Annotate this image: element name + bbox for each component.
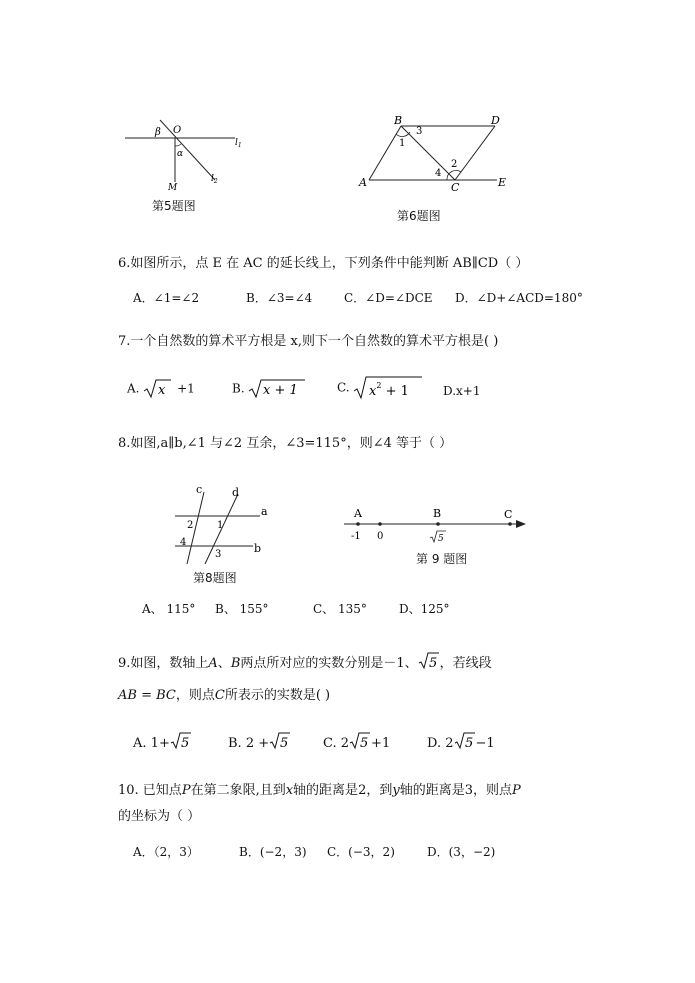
label-l2: $l_2$ — [211, 174, 218, 185]
sqrt-symbol — [353, 375, 423, 401]
label-2: 2 — [451, 159, 458, 170]
label-beta: β — [155, 127, 161, 138]
svg-text:5: 5 — [360, 736, 369, 751]
q9-option-a: A. 1+ 5 — [133, 731, 192, 751]
line-l2 — [160, 120, 215, 180]
label-3: 3 — [215, 549, 222, 560]
svg-text:5: 5 — [464, 736, 473, 751]
sqrt-symbol — [143, 378, 173, 400]
question-8: 8.如图,a∥b,∠1 与∠2 互余，∠3=115°，则∠4 等于（ ） — [118, 436, 453, 451]
label-o: O — [173, 125, 182, 136]
svg-text:x + 1: x + 1 — [263, 383, 299, 398]
label-4: 4 — [180, 537, 187, 548]
label-b: B — [394, 114, 403, 127]
q10-option-d: D．(3，−2) — [427, 845, 496, 859]
q6-option-a: A．∠1=∠2 — [133, 291, 200, 305]
angle-alpha-arc — [175, 144, 181, 146]
sqrt-symbol — [248, 378, 306, 400]
point-zero — [378, 522, 382, 526]
figure-8 — [165, 484, 275, 566]
q8-option-b: B、 155° — [215, 602, 269, 616]
q7-option-b: B. x + 1 — [232, 378, 306, 400]
figure-5-caption: 第5题图 — [152, 199, 196, 213]
point-a — [356, 522, 360, 526]
q7-option-a: A. x +1 — [127, 378, 195, 400]
label-a: a — [261, 505, 268, 518]
label-sqrt5: 5 — [438, 534, 444, 544]
figure-5 — [115, 118, 255, 196]
label-b: b — [254, 542, 262, 555]
label-1: 1 — [399, 138, 406, 149]
label-neg1: -1 — [351, 531, 361, 542]
sqrt-symbol — [454, 731, 476, 751]
svg-text:x2 + 1: $x^2 + 1$ — [369, 381, 410, 399]
question-6: 6.如图所示，点 E 在 AC 的延长线上，下列条件中能判断 AB∥CD（ ） — [118, 256, 529, 271]
label-zero: 0 — [377, 531, 384, 542]
q10-option-a: A．（2，3） — [133, 845, 199, 859]
label-d: D — [491, 114, 500, 127]
label-c: c — [196, 484, 203, 496]
label-c: C — [504, 508, 513, 521]
q8-option-a: A、 115° — [142, 602, 196, 616]
q8-option-c: C、 135° — [313, 602, 367, 616]
label-3: 3 — [416, 126, 423, 137]
q9-option-c: C. 2 5 +1 — [323, 731, 390, 751]
label-a: A — [354, 507, 362, 520]
label-1: 1 — [217, 520, 224, 531]
q6-option-d: D．∠D+∠ACD=180° — [455, 291, 583, 305]
q8-option-d: D、125° — [399, 602, 450, 616]
figure-9 — [340, 503, 530, 551]
svg-text:x: x — [158, 383, 166, 398]
svg-text:5: 5 — [428, 656, 437, 671]
label-c: C — [451, 181, 460, 194]
label-l1: $l_1$ — [235, 138, 242, 149]
figure-6 — [355, 112, 515, 194]
point-c — [508, 522, 512, 526]
label-d: d — [232, 486, 240, 499]
sqrt-symbol — [418, 651, 440, 671]
q7-option-c: C. $x^2 + 1$ — [337, 375, 423, 401]
point-b — [436, 522, 440, 526]
label-e: E — [498, 176, 507, 189]
q6-option-b: B．∠3=∠4 — [246, 291, 313, 305]
q7-option-d: D.x+1 — [443, 384, 481, 398]
segment-bc — [401, 126, 458, 180]
question-10-line-2: 的坐标为（ ） — [118, 809, 201, 824]
label-a: A — [359, 176, 367, 189]
label-2: 2 — [187, 520, 194, 531]
figure-8-caption: 第8题图 — [193, 571, 237, 585]
question-9-line-2: AB = BC，则点C所表示的实数是( ) — [118, 688, 331, 703]
label-4: 4 — [435, 168, 442, 179]
figure-9-caption: 第 9 题图 — [416, 552, 468, 566]
axis-arrow — [516, 520, 526, 528]
question-9-line-1: 9.如图，数轴上A、B两点所对应的实数分别是－1、 5 ，若线段 — [118, 651, 492, 671]
q9-option-d: D. 2 5 −1 — [427, 731, 495, 751]
figure-6-caption: 第6题图 — [397, 209, 441, 223]
question-10-line-1: 10. 已知点P在第二象限,且到x轴的距离是2，到y轴的距离是3，则点P — [118, 783, 521, 798]
q10-option-c: C．(−3，2) — [327, 845, 395, 859]
svg-text:5: 5 — [280, 736, 289, 751]
question-7: 7.一个自然数的算术平方根是 x,则下一个自然数的算术平方根是( ) — [118, 334, 499, 349]
sqrt-symbol — [269, 731, 291, 751]
q6-option-c: C．∠D=∠DCE — [344, 291, 433, 305]
label-b: B — [433, 507, 442, 520]
sqrt-symbol — [170, 731, 192, 751]
svg-text:5: 5 — [180, 736, 190, 751]
label-alpha: α — [177, 149, 184, 159]
label-m: M — [168, 183, 178, 193]
sqrt-symbol — [349, 731, 371, 751]
q10-option-b: B．(−2，3) — [239, 845, 307, 859]
q9-option-b: B. 2 + 5 — [228, 731, 291, 751]
